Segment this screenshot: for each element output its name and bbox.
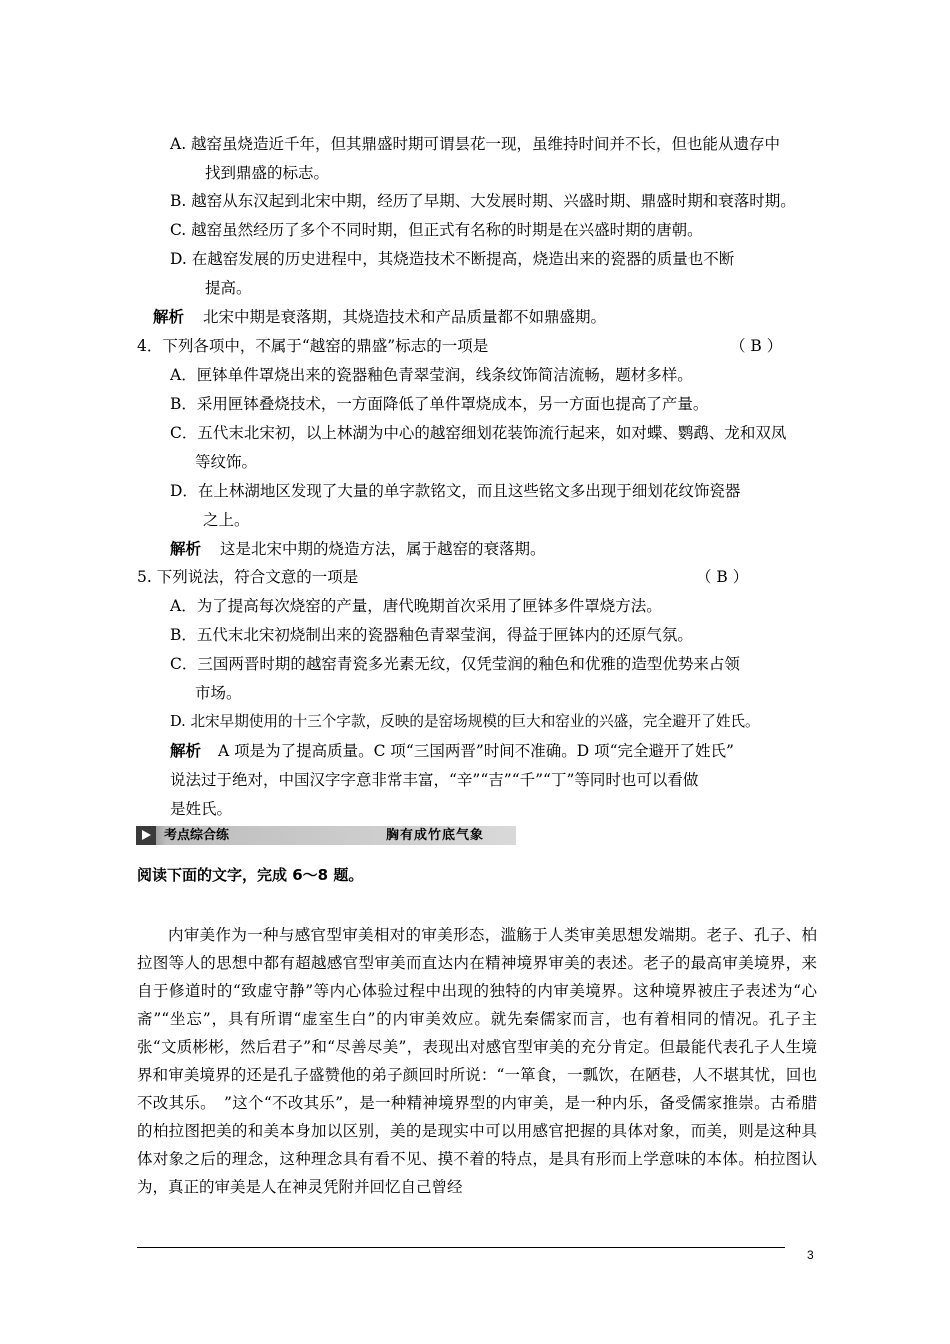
- q5-option-a: A．为了提高每次烧窑的产量，唐代晚期首次采用了匣钵多件罩烧方法。: [170, 597, 662, 615]
- q4-answer: （ B ）: [730, 337, 783, 355]
- q4-option-c-cont: 等纹饰。: [195, 453, 258, 471]
- q5-option-b: B．五代末北宋初烧制出来的瓷器釉色青翠莹润，得益于匣钵内的还原气氛。: [170, 626, 693, 644]
- q5-answer: （ B ）: [696, 568, 749, 586]
- q4-analysis: 这是北宋中期的烧造方法，属于越窑的衰落期。: [220, 540, 546, 558]
- q4-option-d-cont: 之上。: [203, 511, 250, 529]
- q3-option-a-cont: 找到鼎盛的标志。: [205, 164, 330, 182]
- banner-subtitle: 胸有成竹底气象: [386, 828, 485, 843]
- q5-analysis-line-2: 说法过于绝对，中国汉字字意非常丰富，“辛”“吉”“千”“丁”等同时也可以看做: [170, 771, 699, 789]
- q5-analysis-line-1: A 项是为了提高质量。C 项“三国两晋”时间不准确。D 项“完全避开了姓氏”: [218, 742, 734, 760]
- q5-option-d: D. 北宋早期使用的十三个字款，反映的是窑场规模的巨大和窑业的兴盛，完全避开了姓氏。: [170, 713, 760, 730]
- page-number: 3: [807, 1248, 814, 1262]
- q3-option-c: C. 越窑虽然经历了多个不同时期，但正式有名称的时期是在兴盛时期的唐朝。: [170, 221, 703, 239]
- q5-option-c: C．三国两晋时期的越窑青瓷多光素无纹，仅凭莹润的釉色和优雅的造型优势来占领: [170, 655, 740, 673]
- footer-rule: [137, 1247, 785, 1248]
- q4-option-d: D．在上林湖地区发现了大量的单字款铭文，而且这些铭文多出现于细划花纹饰瓷器: [170, 482, 741, 500]
- q3-analysis-label: 解析: [153, 308, 185, 326]
- banner-title: 考点综合练: [164, 828, 230, 843]
- q5-option-c-cont: 市场。: [195, 684, 242, 702]
- q4-stem: 4．下列各项中，不属于“越窑的鼎盛”标志的一项是: [137, 337, 489, 355]
- reading-passage: 内审美作为一种与感官型审美相对的审美形态，滥觞于人类审美思想发端期。老子、孔子、柏拉图等人的思想中都有超越感官型审美而直达内在精神境界审美的表述。老子的最高审美境界，来自于修道时的“致虚守静”等内心体验过程中出现的独特的内审美境界。这种境界被庄子表述为“心斋”“坐忘”，具有所谓“虚室生白”的内审美效应。就先秦儒家而言，也有着相同的情况。孔子主张“文质彬彬，然后君子”和“尽善尽美”，表现出对感官型审美的充分肯定。但最能代表孔子人生境界和审美境界的还是孔子盛赞他的弟子颜回时所说：“一箪食，一瓢饮，在陋巷，人不堪其忧，回也不改其乐。 ”这个“不改其乐”，是一种精神境界型的内审美，是一种内乐，备受儒家推崇。古希腊的柏拉图把美的和美本身加以区别，美的是现实中可以用感官把握的具体对象，而美，则是这种具体对象之后的理念，这种理念具有看不见、摸不着的特点，是具有形而上学意味的本体。柏拉图认为，真正的审美是人在神灵凭附并回忆自己曾经: [137, 926, 817, 1196]
- q3-option-d: D. 在越窑发展的历史进程中，其烧造技术不断提高，烧造出来的瓷器的质量也不断: [170, 250, 735, 268]
- reading-instruction: 阅读下面的文字，完成 6～8 题。: [137, 866, 364, 884]
- q3-analysis: 北宋中期是衰落期，其烧造技术和产品质量都不如鼎盛期。: [203, 308, 607, 326]
- q5-stem: 5. 下列说法，符合文意的一项是: [137, 568, 359, 586]
- q3-option-d-cont: 提高。: [205, 279, 252, 297]
- play-triangle-icon: [136, 826, 156, 845]
- q4-option-a: A．匣钵单件罩烧出来的瓷器釉色青翠莹润，线条纹饰简洁流畅，题材多样。: [170, 366, 693, 384]
- q3-option-a: A. 越窑虽烧造近千年，但其鼎盛时期可谓昙花一现，虽维持时间并不长，但也能从遗存中: [170, 135, 781, 153]
- section-banner: [136, 826, 516, 845]
- q3-option-b: B. 越窑从东汉起到北宋中期，经历了早期、大发展时期、兴盛时期、鼎盛时期和衰落时期。: [170, 192, 796, 210]
- q5-analysis-label: 解析: [170, 742, 202, 760]
- q4-option-b: B．采用匣钵叠烧技术，一方面降低了单件罩烧成本，另一方面也提高了产量。: [170, 395, 709, 413]
- q4-option-c: C．五代末北宋初，以上林湖为中心的越窑细划花装饰流行起来，如对蝶、鹦鹉、龙和双凤: [170, 424, 787, 442]
- q5-analysis-line-3: 是姓氏。: [170, 800, 233, 818]
- q4-analysis-label: 解析: [170, 540, 202, 558]
